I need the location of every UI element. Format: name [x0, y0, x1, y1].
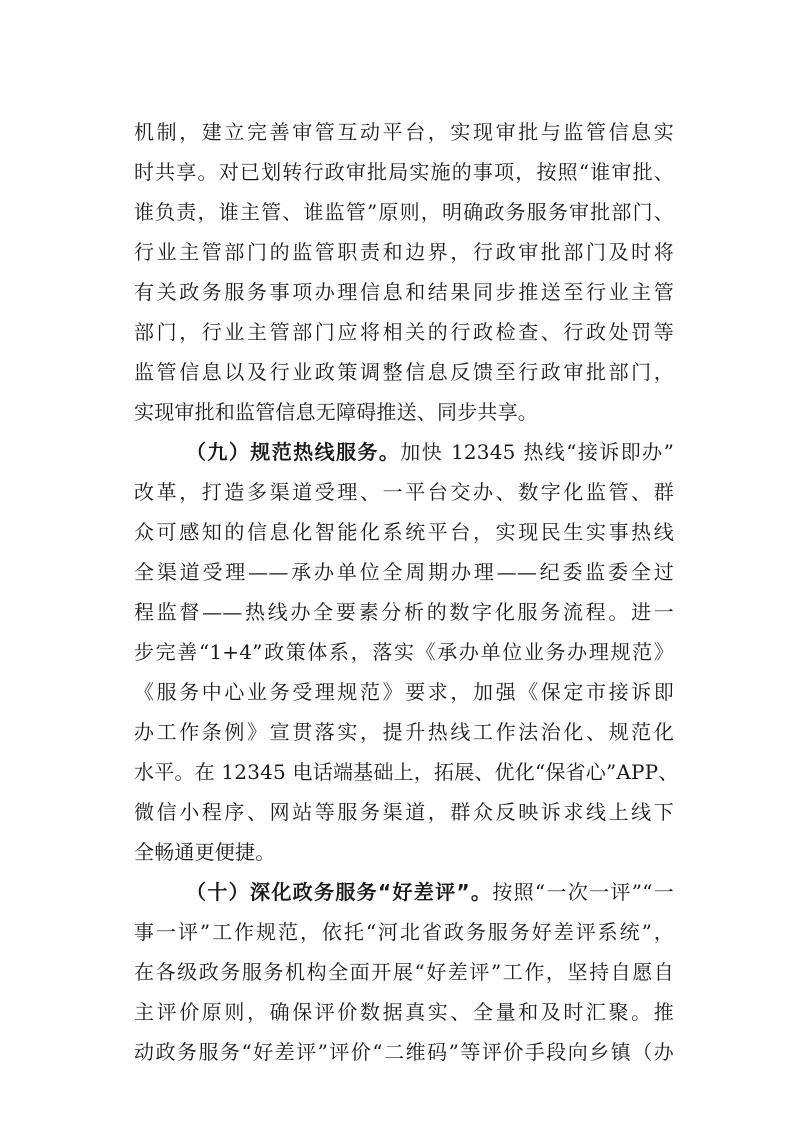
- text-line: 全畅通更便捷。: [134, 840, 276, 864]
- document-body: [134, 112, 679, 1072]
- text-line: 部门，行业主管部门应将相关的行政检查、行政处罚等: [134, 320, 674, 344]
- paragraph-3: [134, 872, 674, 1072]
- paragraph-2: [134, 432, 679, 872]
- text-line: 改革，打造多渠道受理、一平台交办、数字化监管、群: [134, 480, 674, 504]
- section-heading: （九）规范热线服务。: [186, 440, 401, 464]
- text-line: 水平。在 12345 电话端基础上，拓展、优化“保省心”APP、: [134, 760, 679, 784]
- text-line: 《服务中心业务受理规范》要求，加强《保定市接诉即: [134, 680, 674, 704]
- paragraph-1: [134, 112, 674, 432]
- text-line: 步完善“1+4”政策体系，落实《承办单位业务办理规范》: [134, 640, 674, 664]
- text-line: 实现审批和监管信息无障碍推送、同步共享。: [134, 400, 538, 424]
- text-line: 主评价原则，确保评价数据真实、全量和及时汇聚。推: [134, 1000, 674, 1024]
- text-line: 监管信息以及行业政策调整信息反馈至行政审批部门，: [134, 360, 674, 384]
- text-line: [134, 432, 674, 472]
- text-line: 有关政务服务事项办理信息和结果同步推送至行业主管: [134, 280, 674, 304]
- text-line: [134, 872, 674, 912]
- text-line: 在各级政务服务机构全面开展“好差评”工作，坚持自愿自: [134, 960, 674, 984]
- text-line: 动政务服务“好差评”评价“二维码”等评价手段向乡镇（办: [134, 1040, 674, 1064]
- text-line: 微信小程序、网站等服务渠道，群众反映诉求线上线下: [134, 800, 674, 824]
- text-line: 程监督——热线办全要素分析的数字化服务流程。进一: [134, 600, 674, 624]
- text-line: 众可感知的信息化智能化系统平台，实现民生实事热线: [134, 520, 674, 544]
- section-heading: （十）深化政务服务“好差评”。: [186, 880, 493, 904]
- text-line: 全渠道受理——承办单位全周期办理——纪委监委全过: [134, 560, 674, 584]
- text-run: 加快 12345 热线“接诉即办”: [400, 440, 675, 464]
- text-line: 时共享。对已划转行政审批局实施的事项，按照“谁审批、: [134, 160, 674, 184]
- text-line: 谁负责，谁主管、谁监管”原则，明确政务服务审批部门、: [134, 200, 674, 224]
- text-line: 办工作条例》宣贯落实，提升热线工作法治化、规范化: [134, 720, 674, 744]
- text-line: 机制，建立完善审管互动平台，实现审批与监管信息实: [134, 120, 674, 144]
- text-line: 事一评”工作规范，依托“河北省政务服务好差评系统”，: [134, 920, 674, 944]
- text-run: 按照“一次一评”“一: [492, 880, 674, 904]
- text-line: 行业主管部门的监管职责和边界，行政审批部门及时将: [134, 240, 674, 264]
